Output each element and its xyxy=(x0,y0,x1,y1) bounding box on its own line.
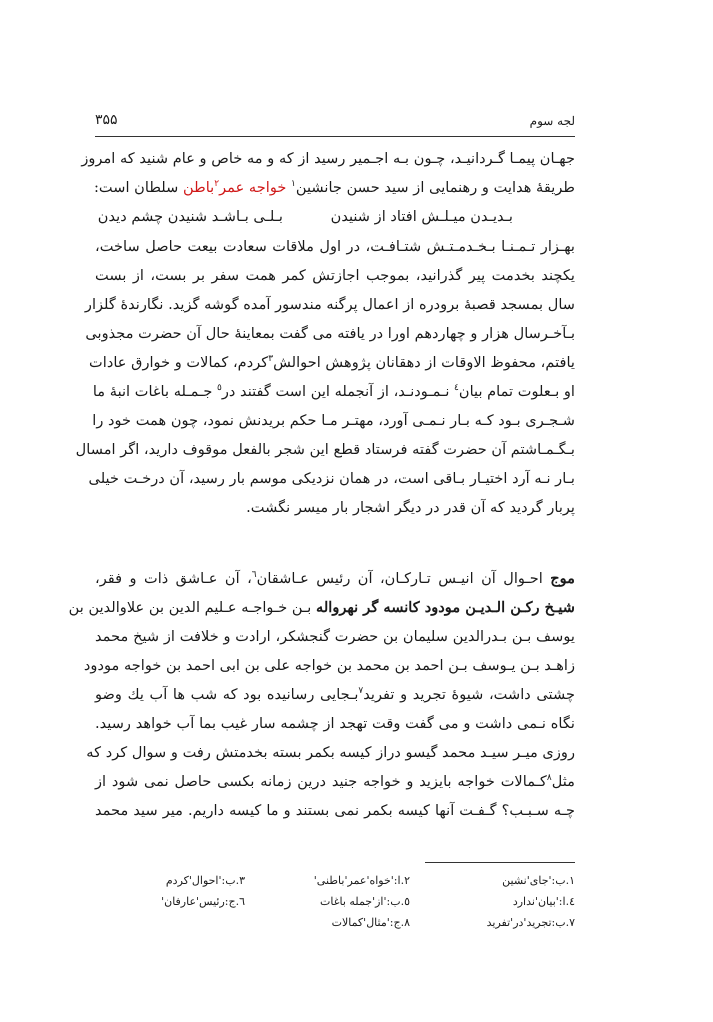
text-line xyxy=(89,348,575,377)
text-line: چـه سـبـب؟ گـفـت آنها کیسه بکمر نمی بستند و ما کیسه داریم. میر سید محمد xyxy=(95,802,575,819)
text-span: بـجایی رسانیده بود که شب ها آب یك وضو xyxy=(95,686,359,703)
text-line: یکچند بخدمت پیر گذرانید، بموجب اجازتش کمر همت سفر بر بست، از بست xyxy=(95,267,575,284)
text-line: زاهـد بـن یـوسف بـن احمد بن محمد بن خواجه علی بن ابی احمد بن خواجه مودود xyxy=(83,657,575,674)
text-span: چشتی داشت، شیوهٔ تجرید و تفرید xyxy=(363,686,575,703)
footnote-row xyxy=(95,870,575,891)
footnote-marker: ٦ xyxy=(251,570,257,581)
highlighted-name: خواجه عمر xyxy=(219,179,287,196)
highlighted-name: باطن xyxy=(183,179,215,196)
footnote-marker: ۸ xyxy=(546,773,552,784)
text-span: جـمـله باغات انبهٔ ما xyxy=(92,383,213,400)
footnote-marker: ۲ xyxy=(214,179,220,190)
verse-hemistich: بـدیـدن میـلـش افتاد از شنیدن xyxy=(330,208,513,225)
verse-hemistich: بـلـی بـاشـد شنیدن چشم دیدن xyxy=(97,208,283,225)
footnote-row xyxy=(95,912,575,933)
footnote: ۷.ب:تجرید'در'تفرید xyxy=(486,916,575,929)
text-line: روزی میـر سیـد محمد گیسو دراز کیسه بکمر بسته بخدمتش رفت و سوال کرد که xyxy=(86,744,575,761)
footnote: ۸.ج:'مثال'کمالات xyxy=(331,916,410,929)
text-line xyxy=(92,377,575,406)
text-span: طریقهٔ هدایت و رهنمایی از سید حسن جانشین xyxy=(295,179,575,196)
footnote: ٤.ا:'بیان'ندارد xyxy=(512,895,575,908)
text-line: سال بمسجد قصبهٔ برودره از اعمال پرگنه مندسور آمده گوشه گزید. نگارندهٔ گلزار xyxy=(84,296,575,313)
footnote-marker: ۱ xyxy=(291,179,296,190)
text-span: سلطان است: xyxy=(94,179,179,196)
paragraph-1 xyxy=(81,144,575,202)
footnote-marker: ٥ xyxy=(217,383,222,394)
text-line: بـگـمـاشتم آن حضرت گفته فرستاد قطع این شجر بالفعل موقوف دارید، اگر امسال xyxy=(75,441,575,458)
text-line: جهـان پیمـا گـردانیـد، چـون بـه اجـمیر رسید از که و مه خاص و عام شنید که امروز xyxy=(81,150,575,167)
text-span: کـمالات خواجه بایزید و خواجه جنید درین زمانه بکسی حاصل نمی شود از xyxy=(95,773,547,790)
text-span: بـن خـواجـه عـلیم الدین بن علاوالدین بن xyxy=(68,599,312,616)
text-line: نگاه نـمی داشت و می گفت وقت تهجد از چشمه سار غیب بما آب خواهد رسید. xyxy=(95,715,575,732)
text-line: بهـزار تـمـنـا بـخـدمـتـش شتـافـت، در اول ملاقات سعادت بیعت حاصل ساخت، xyxy=(95,238,575,255)
text-line: بـار نـه آرد اختیـار بـاقی است، در همان نزدیکی موسم بار رسید، آن درخـت خیلی xyxy=(88,470,575,487)
footnote-marker: ۳ xyxy=(268,354,274,365)
text-span: احـوال آن انیـس تـارکـان، آن رئیس عـاشقان xyxy=(256,570,543,587)
text-span: او بـعلوت تمام بیان xyxy=(458,383,575,400)
paragraph-2 xyxy=(75,232,575,522)
footnote: ٦.ج:رئیس'عارفان' xyxy=(161,895,245,908)
text-line: یوسف بـن بـدرالدین سلیمان بن حضرت گنجشکر، ارادت و خلافت از شیخ محمد xyxy=(95,628,575,645)
text-span: یافتم، محفوظ الاوقات از دهقانان پژوهش احوالش xyxy=(273,354,575,371)
page-header xyxy=(95,110,575,136)
footnotes xyxy=(95,870,575,933)
text-line: بـآخـرسال هزار و چهاردهم اورا در یافته می گفت بمعاینهٔ حال آن حضرت مجذوبی xyxy=(85,325,575,342)
header-rule xyxy=(95,136,575,137)
text-line xyxy=(68,593,575,622)
section-keyword: موج xyxy=(550,570,575,587)
page-number: ۳۵۵ xyxy=(95,112,118,128)
text-span: مثل xyxy=(551,773,575,790)
text-span: نـمـودنـد، از آنجمله این است گفتند در xyxy=(221,383,450,400)
text-line xyxy=(95,680,575,709)
paragraph-3 xyxy=(68,564,575,825)
footnote: ۱.ب:'جای'نشین xyxy=(502,874,575,887)
footnote: ۳.ب:'احوال'کردم xyxy=(165,874,245,887)
footnote: ۲.ا:'خواه'عمر'باطنی' xyxy=(313,874,410,887)
footnote-rule xyxy=(425,862,575,863)
verse xyxy=(95,202,575,231)
footnote-marker: ۷ xyxy=(358,686,364,697)
running-head: لجه سوم xyxy=(529,114,575,128)
text-line xyxy=(95,564,575,593)
text-line xyxy=(95,173,575,202)
subject-name: شیـخ رکـن الـدیـن مودود کانسه گر نهرواله xyxy=(316,599,575,616)
text-span: کردم، کمالات و خوارق عادات xyxy=(89,354,269,371)
text-line xyxy=(95,767,575,796)
footnote: ٥.ب:'از'جمله باغات xyxy=(320,895,410,908)
text-line: شـجـری بـود کـه بـار نـمـی آورد، مهتـر مـا حکم بریدنش نمود، چون همت خود را xyxy=(92,412,575,429)
footnote-row xyxy=(95,891,575,912)
text-line: پربار گردید که آن قدر در دیگر اشجار بار میسر نگشت. xyxy=(246,499,575,516)
footnote-marker: ٤ xyxy=(454,383,459,394)
text-span: ، آن عـاشق ذات و فقر، xyxy=(95,570,252,587)
